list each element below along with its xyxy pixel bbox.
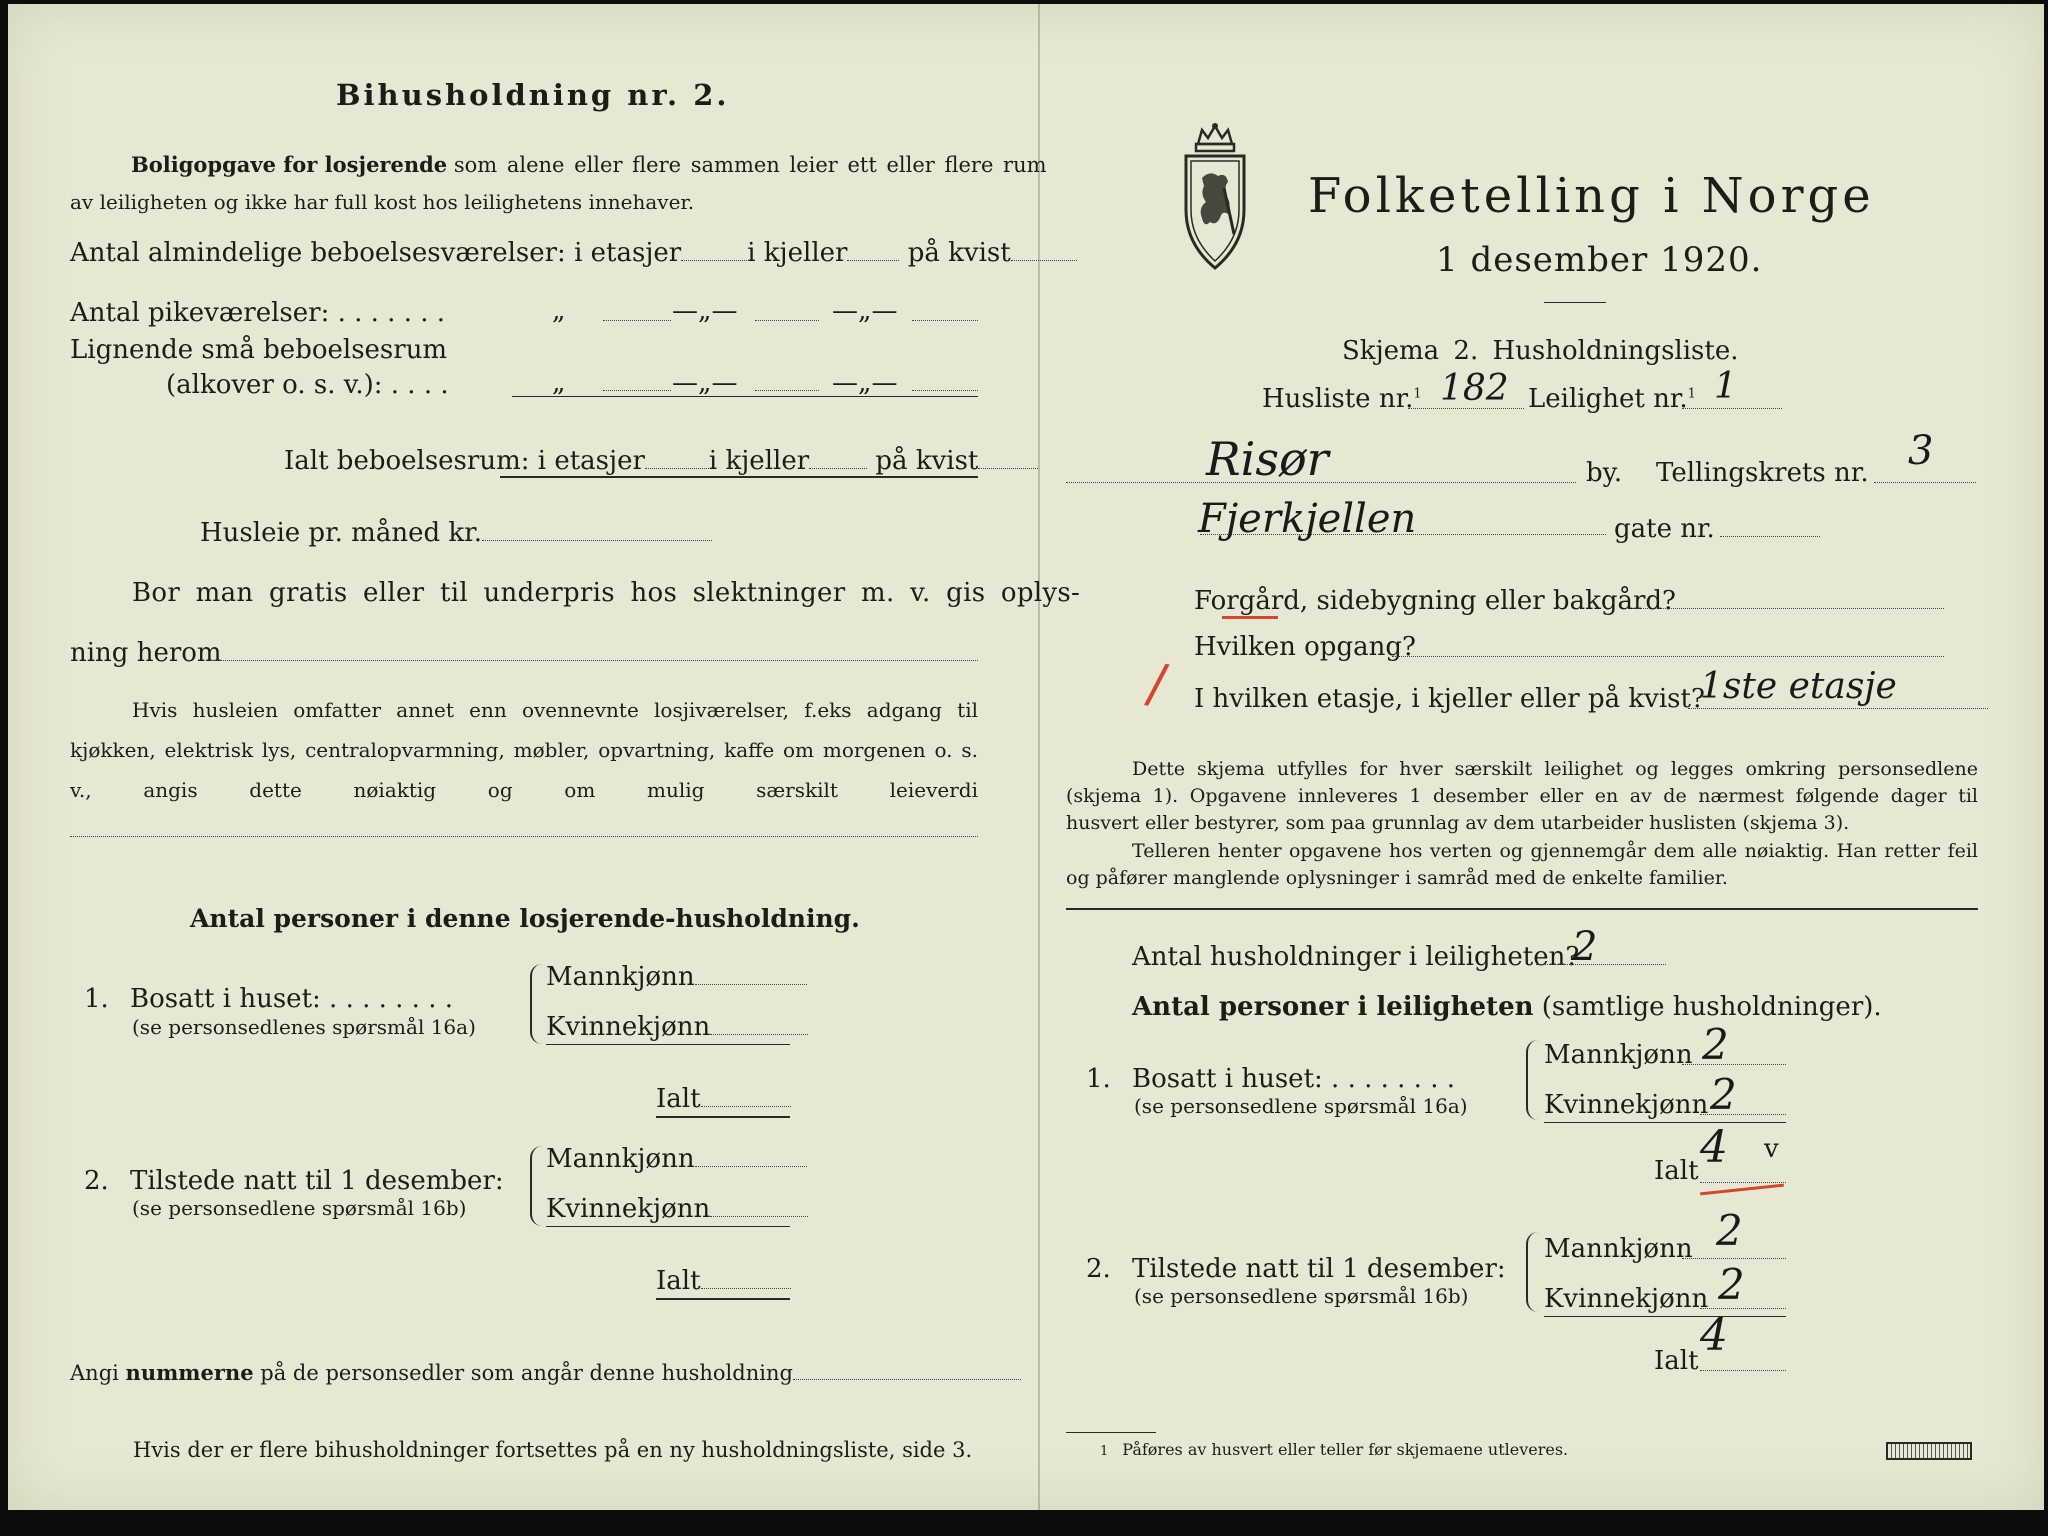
label-i-kjeller-2: i kjeller (708, 446, 810, 476)
hvis-husleien-text: Hvis husleien omfatter annet enn ovennevnte losjiværelser, f.eks adgang til kjøkken, elektrisk lys, centralopvarmning, møbler, opvartning, kaffe om morgenen o. s. v., angis dette nøiaktig og om mulig særskilt leieverdi (70, 698, 978, 802)
field-pike-etasjer[interactable] (603, 320, 671, 321)
skjema-label: Skjema 2. Husholdningsliste. (1342, 336, 1739, 366)
right-q2-ialt-value[interactable]: 4 (1700, 1310, 1728, 1361)
angi-a: Angi (70, 1361, 119, 1385)
field-antal-hush[interactable] (1536, 964, 1666, 965)
left-q2-kvinne (546, 1194, 808, 1224)
field-angi-nummerne[interactable] (793, 1378, 1021, 1380)
husliste-label (1262, 384, 1422, 414)
field-opgang[interactable] (1392, 656, 1944, 657)
right-q1-ialt: Ialt (1654, 1156, 1699, 1186)
antal-pers-rest: (samtlige husholdninger). (1541, 992, 1882, 1022)
antal-pers-bold: Antal personer i leiligheten (1132, 992, 1534, 1022)
intro-line-2: av leiligheten og ikke har full kost hos leilighetens innehaver. (70, 190, 695, 214)
field-kjeller[interactable] (847, 259, 899, 261)
row-almindelige-label: Antal almindelige beboelsesværelser: i etasjer (70, 238, 682, 268)
label-paa-kvist-2: på kvist (875, 446, 979, 476)
right-q1-kvinne-value[interactable]: 2 (1710, 1070, 1737, 1119)
left-q1-ialt (656, 1084, 791, 1114)
ialt-beboelse-underline (500, 476, 978, 478)
right-q2-num: 2. (1086, 1254, 1111, 1284)
angi-b: nummerne (125, 1360, 254, 1385)
right-q1-sub: (se personsedlene spørsmål 16a) (1134, 1094, 1468, 1118)
field-right-q2-mann[interactable] (1682, 1258, 1786, 1259)
angi-c: på de personsedler som angår denne husholdning (260, 1361, 793, 1385)
left-q2-num: 2. (84, 1166, 109, 1196)
left-q2-ialt-underline (656, 1298, 790, 1300)
field-alk-kjeller[interactable] (755, 390, 819, 391)
field-etasje[interactable] (1688, 708, 1988, 709)
tellingskrets-label: Tellingskrets nr. (1656, 458, 1869, 488)
ditto-pike-3: —„— (832, 296, 898, 326)
left-title: Bihusholdning nr. 2. (336, 78, 730, 112)
field-kvist[interactable] (1011, 259, 1077, 261)
ditto-alk-2: —„— (672, 368, 738, 398)
page-fold (1038, 4, 1040, 1510)
hvis-husleien-paragraph (70, 690, 978, 850)
gate-value[interactable]: Fjerkjellen (1198, 496, 1417, 542)
field-left-q2-ialt[interactable] (701, 1287, 791, 1289)
intro-line-1 (131, 152, 1047, 177)
instructions-2: Telleren henter opgavene hos verten og gjennemgår dem alle nøiaktig. Han retter feil og påfører manglende oplysninger i samråd med de enkelte familier. (1066, 840, 1978, 889)
husliste-label-text: Husliste nr. (1262, 384, 1414, 414)
ditto-pike-1: „ (552, 296, 566, 326)
field-ning-herom[interactable] (210, 660, 978, 661)
gate-label: gate nr. (1614, 514, 1715, 544)
left-q1-ialt-label: Ialt (656, 1084, 701, 1114)
husliste-sup: 1 (1413, 386, 1422, 402)
right-title: Folketelling i Norge (1308, 168, 1875, 224)
field-left-q2-mann[interactable] (695, 1165, 807, 1167)
left-q2-ialt (656, 1266, 791, 1296)
right-q2-kvinne: Kvinnekjønn (1544, 1284, 1709, 1314)
label-paa-kvist: på kvist (907, 238, 1011, 268)
intro-rest: som alene eller flere sammen leier ett eller flere rum (453, 153, 1047, 177)
antal-hush-label: Antal husholdninger i leiligheten? (1132, 942, 1580, 972)
right-q2-ialt: Ialt (1654, 1346, 1699, 1376)
right-q2-mann-value[interactable]: 2 (1716, 1206, 1743, 1255)
forgaard-label: Forgård, sidebygning eller bakgård? (1194, 586, 1676, 616)
right-q2-kvinne-value[interactable]: 2 (1718, 1260, 1745, 1309)
angi-line (70, 1360, 1021, 1385)
field-left-q1-ialt[interactable] (701, 1105, 791, 1107)
by-value[interactable]: Risør (1206, 432, 1329, 486)
right-q2-mann: Mannkjønn (1544, 1234, 1693, 1264)
left-q1-kvinne (546, 1012, 808, 1042)
left-footer: Hvis der er flere bihusholdninger fortsettes på en ny husholdningsliste, side 3. (133, 1438, 973, 1462)
left-q2-brace (530, 1146, 542, 1226)
right-q1-mann: Mannkjønn (1544, 1040, 1693, 1070)
intro-bold: Boligopgave for losjerende (131, 152, 448, 177)
row-lignende-label: Lignende små beboelsesrum (70, 335, 448, 365)
footnote-num: 1 (1100, 1444, 1109, 1459)
row-ialt-beboelse (284, 446, 1038, 476)
field-ialt-kvist[interactable] (978, 467, 1038, 469)
right-q1-kvinne: Kvinnekjønn (1544, 1090, 1709, 1120)
husliste-value[interactable]: 182 (1440, 368, 1509, 409)
field-husleie[interactable] (482, 539, 712, 541)
footnote-rule (1066, 1432, 1156, 1433)
antal-pers-line (1132, 992, 1882, 1022)
field-extra-line[interactable] (70, 836, 978, 837)
row-alkover-underline (512, 396, 978, 397)
instructions-rule (1066, 908, 1978, 910)
row-husleie (200, 518, 712, 548)
leilighet-label (1528, 384, 1696, 414)
leilighet-sup: 1 (1687, 386, 1696, 402)
field-alk-etasjer[interactable] (603, 390, 671, 391)
row-pike-label: Antal pikeværelser: . . . . . . . (70, 298, 446, 328)
left-q1-sub: (se personsedlenes spørsmål 16a) (132, 1015, 476, 1039)
field-tellingskrets[interactable] (1874, 482, 1976, 483)
bor-man-line: Bor man gratis eller til underpris hos slektninger m. v. gis oplys- (132, 578, 1081, 608)
left-q2-label: Tilstede natt til 1 desember: (130, 1166, 504, 1196)
right-q1-brace (1526, 1040, 1538, 1120)
instructions-1: Dette skjema utfylles for hver særskilt leilighet og legges omkring personsedlene (skjema 1). Opgavene innleveres 1 desember eller en av de nærmest følgende dager til husvert eller bestyrer, som paa grunnlag av dem utarbeider huslisten (skjema 3). (1066, 758, 1978, 834)
tellingskrets-value[interactable]: 3 (1908, 428, 1934, 474)
row-alkover-label: (alkover o. s. v.): . . . . (166, 370, 449, 400)
left-q1-label: Bosatt i huset: . . . . . . . . (130, 984, 454, 1014)
left-q1-sum-line (546, 1044, 790, 1045)
right-q2-sum-line (1544, 1316, 1786, 1317)
left-q2-sub: (se personsedlene spørsmål 16b) (132, 1196, 467, 1220)
left-q1-mann (546, 962, 807, 992)
label-i-kjeller: i kjeller (747, 238, 848, 268)
etasje-value[interactable]: 1ste etasje (1700, 666, 1897, 707)
antal-hush-value[interactable]: 2 (1572, 924, 1598, 970)
right-q1-num: 1. (1086, 1064, 1111, 1094)
left-q1-mann-label: Mannkjønn (546, 962, 695, 992)
left-q2-ialt-label: Ialt (656, 1266, 701, 1296)
left-antal-heading: Antal personer i denne losjerende-husholdning. (190, 904, 860, 933)
field-ialt-kjeller[interactable] (809, 467, 867, 469)
printer-stamp (1886, 1442, 1972, 1460)
leilighet-label-text: Leilighet nr. (1528, 384, 1688, 414)
left-q1-num: 1. (84, 984, 109, 1014)
field-right-q1-mann[interactable] (1682, 1064, 1786, 1065)
label-ialt-beboelse: Ialt beboelsesrum: (284, 446, 530, 476)
right-q2-brace (1526, 1232, 1538, 1312)
field-alk-kvist[interactable] (912, 390, 978, 391)
by-label: by. (1586, 458, 1623, 488)
opgang-label: Hvilken opgang? (1194, 632, 1416, 662)
left-q2-mann (546, 1144, 807, 1174)
title-rule (1544, 302, 1606, 303)
field-left-q1-kvinne[interactable] (710, 1033, 808, 1035)
ditto-alk-3: —„— (832, 368, 898, 398)
field-left-q1-mann[interactable] (695, 983, 807, 985)
field-ialt-etasjer[interactable] (645, 467, 709, 469)
ning-herom-label: ning herom (70, 638, 222, 668)
label-husleie: Husleie pr. måned kr. (200, 518, 482, 548)
right-q1-sum-line (1544, 1122, 1786, 1123)
field-leilighet[interactable] (1682, 408, 1782, 409)
ditto-pike-2: —„— (672, 296, 738, 326)
right-q2-label: Tilstede natt til 1 desember: (1132, 1254, 1506, 1284)
right-date: 1 desember 1920. (1436, 240, 1763, 280)
left-q1-ialt-underline (656, 1116, 790, 1118)
left-q2-kvinne-label: Kvinnekjønn (546, 1194, 711, 1224)
ditto-alk-1: „ (552, 368, 566, 398)
left-q1-kvinne-label: Kvinnekjønn (546, 1012, 711, 1042)
row-almindelige (70, 238, 1077, 268)
right-q1-mann-value[interactable]: 2 (1702, 1020, 1729, 1069)
left-q2-mann-label: Mannkjønn (546, 1144, 695, 1174)
red-margin-mark: / (1142, 650, 1172, 717)
leilighet-value[interactable]: 1 (1714, 366, 1737, 407)
etasje-label: I hvilken etasje, i kjeller eller på kvist? (1194, 684, 1705, 714)
field-left-q2-kvinne[interactable] (710, 1215, 808, 1217)
left-q1-brace (530, 964, 542, 1044)
right-q1-ialt-value[interactable]: 4 (1700, 1122, 1728, 1173)
field-pike-kjeller[interactable] (755, 320, 819, 321)
label-i-etasjer: i etasjer (537, 446, 645, 476)
footnote-text: Påføres av husvert eller teller før skjemaene utleveres. (1122, 1440, 1569, 1459)
field-forgaard[interactable] (1632, 608, 1944, 609)
norway-crest-icon (1180, 122, 1250, 272)
footnote (1100, 1440, 1568, 1459)
field-etasjer[interactable] (681, 259, 747, 261)
field-right-q1-ialt[interactable] (1700, 1182, 1786, 1183)
field-pike-kvist[interactable] (912, 320, 978, 321)
forgaard-red-underline (1222, 616, 1278, 619)
right-q2-sub: (se personsedlene spørsmål 16b) (1134, 1284, 1469, 1308)
field-right-q2-ialt[interactable] (1700, 1370, 1786, 1371)
right-q1-check: v (1764, 1134, 1779, 1164)
field-gate-nr[interactable] (1720, 536, 1820, 537)
left-q2-sum-line (546, 1226, 790, 1227)
right-q1-label: Bosatt i huset: . . . . . . . . (1132, 1064, 1456, 1094)
